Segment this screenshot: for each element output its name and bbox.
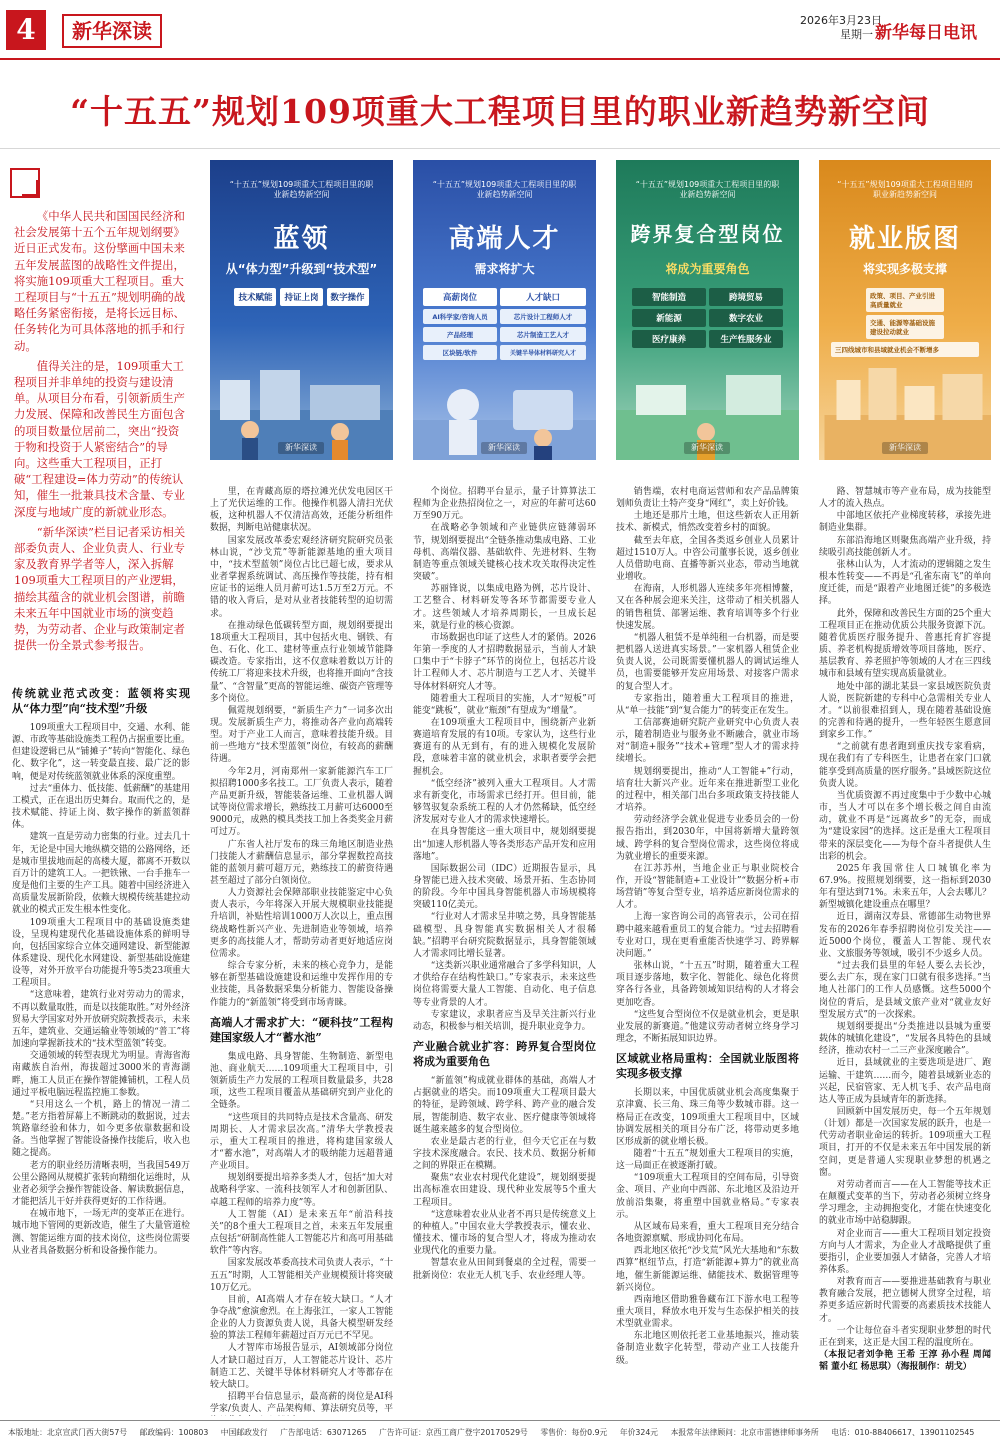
paragraph: 近日，县域就业的主要选项是进厂、跑运输、干建筑……而今，随着县域新业态的兴起，民宿管家、无人机飞手、农产品电商达人等正成为县域青年的新选择。 [819,1058,991,1105]
paragraph: 一个让每位奋斗者实现职业梦想的时代正在到来，这正是大国工程的温度所在。 [819,1325,991,1348]
paragraph: 东部沿海地区则聚焦高端产业升级，持续吸引高技能创新人才。 [819,535,991,558]
paragraph: “这意味着农业从业者不再只是传统意义上的种植人。”中国农业大学教授表示，懂农业、懂技术、懂市场的复合型人才，将成为推动农业现代化的重要力量。 [413,1209,596,1257]
paragraph: 在推动绿色低碳转型方面，规划纲要提出18项重大工程项目，其中包括火电、钢铁、有色、石化、化工、建材等重点行业领域节能降碳改造。专家指出，这不仅意味着数以万计的传统工厂将迎来技术升级，也将推开面向“含技量”、“含智量”更高的智能运维、碳资产管理等多个岗位。 [210,620,393,704]
paragraph: 在江苏苏州，当地企业正与职业院校合作，开设“智能制造+工业设计”“数据分析+市场营销”等复合型专业，培养适应新岗位需求的人才。 [616,863,799,911]
footer-ad-license: 广告许可证：京西工商广登字20170529号 [379,1428,528,1437]
paragraph: 专家建议，求职者应当及早关注新兴行业动态，积极参与相关培训，提升职业竞争力。 [413,1009,596,1032]
footer-distribution: 中国邮政发行 [220,1428,268,1437]
paragraph: 苏丽锋说，以集成电路为例，芯片设计、工艺整合、材料研发等各环节都需要专业人才。这些领域人才培养周期长，一旦成长起来，就是行业的核心资源。 [413,584,596,631]
paragraph: 西南地区借助雅鲁藏布江下游水电工程等重大项目，释放水电开发与生态保护相关的技术型就业需求。 [616,1294,799,1330]
paragraph: 回顾新中国发展历史，每一个五年规划（计划）都是一次国家发展的跃升，也是一代劳动者职业命运的转折。109项重大工程项目，打开的不仅是未来五年中国发展的新空间，更是普通人实现职业梦想的机遇之窗。 [819,1106,991,1178]
paragraph: 国家发展改革委宏观经济研究院研究员张林山说，“沙戈荒”等新能源基地的重大项目中，“技术型蓝领”岗位占比已超七成，要求从业者掌握系统调试、高压操作等技能，持有相应证书的运维人员月薪可达1.5万至2万元。不错的收入背后，是对从业者技能转型的迫切需求。 [210,535,393,619]
paragraph: 广东省人社厅发布的珠三角地区制造业热门技能人才薪酬信息显示，部分掌握数控高技能的蓝领月薪可超万元，熟练技工的薪资待遇甚至超过了部分白领岗位。 [210,839,393,886]
poster-title: 就业版图 [848,224,961,254]
poster-title: 高端人才 [448,224,561,254]
poster-subtitle: 将实现多极支撑 [862,262,947,276]
paragraph: 规划纲要提出“分类推进以县城为重要载体的城镇化建设”，“发展各具特色的县域经济，推动农村一二三产业深度融合”。 [819,1021,991,1057]
paragraph: 销售端，农村电商运营师和农产品品牌策划师负责让土特产变身“网红”，卖上好价钱。 [616,487,799,510]
poster-stamp: 新华深读 [278,442,324,454]
paragraph: 市场数据也印证了这些人才的紧俏。2026年第一季度的人才招聘数据显示，当前人才缺口集中于“卡脖子”环节的岗位上，包括芯片设计工程师人才、芯片制造与工艺人才、关键半导体材料研究人才等。 [413,632,596,692]
paragraph: 集成电路、具身智能、生物制造、新型电池、商业航天……109项重大工程项目中，引领新质生产力发展的工程项目数量最多，共28项，这些工程项目覆盖从基础研究到产业化的全链条。 [210,1051,393,1111]
paragraph: 截至去年底，全国各类返乡创业人员累计超过1510万人。中咨公司董事长说，返乡创业人员借助电商、直播等新兴业态，带动当地就业增收。 [616,535,799,583]
paragraph: 从区域布局来看，重大工程项目充分结合各地资源禀赋、形成协同化布局。 [616,1221,799,1245]
paragraph: 里，在青藏高原的塔拉滩光伏发电园区干上了光伏运维的工作。他操作机器人清扫光伏板，这种机器人不仅清洁高效，还能分析组件数据，判断电站健康状况。 [210,487,393,534]
paragraph: 专家指出，随着重大工程项目的推进，从“单一技能”到“复合能力”的转变正在发生。 [616,693,799,716]
poster-chips [829,288,981,357]
paragraph: 当优质资源不再过度集中于少数中心城市，当人才可以在多个增长极之间自由流动，就业不再是“远离故乡”的无奈，而成为“建设家园”的选择。这正是重大工程项目带来的深层变化——为每个奋斗者提供人生出彩的机会。 [819,790,991,862]
poster-chip: 区块链/软件 [423,345,497,360]
paragraph: 长期以来，中国优质就业机会高度集聚于京津冀、长三角、珠三角等少数城市群。这一格局正在改变，109项重大工程项目中，区域协调发展相关的项目分布广泛，将带动更多地区形成新的就业增长极。 [616,1088,799,1147]
paragraph: 国际数据公司（IDC）近期报告显示，具身智能已进入技术突破、场景开拓、生态协同的阶段。今年中国具身智能机器人市场规模将突破110亿美元。 [413,863,596,911]
paragraph: 此外，保障和改善民生方面的25个重大工程项目正在推动优质公共服务资源下沉。随着优质医疗服务提升、普惠托育扩容提质、养老机构提质增效等项目落地，医疗、基层教育、养老照护等领域的人才在三四线城市和县域有望实现高质量就业。 [819,608,991,680]
paragraph: 人力资源社会保障部职业技能鉴定中心负责人表示，今年将深入开展大规模职业技能提升培训，补贴性培训1000万人次以上，重点围绕战略性新兴产业、先进制造业等领域，培养更多的高技能人才，帮助劳动者更好地适应岗位需求。 [210,888,393,959]
paragraph: “这类新兴职业通常融合了多学科知识，人才供给存在结构性缺口。”专家表示，未来这些岗位将需要大量人工智能、自动化、电子信息等专业背景的人才。 [413,961,596,1008]
paragraph: 随着重大工程项目的实施，人才“短板”可能变“跳板”，就业“瓶颈”有望成为“增量”。 [413,693,596,716]
poster-chip: 生产性服务业 [709,330,783,348]
footer-postcode: 邮政编码：100803 [139,1428,209,1437]
poster-subtitle: 从“体力型”升级到“技术型” [225,262,378,276]
paragraph: 个岗位。招聘平台显示，量子计算算法工程师为企业热招岗位之一，对应的年薪可达60万至90万元。 [413,487,596,522]
footer-annual-price: 年价324元 [619,1428,659,1437]
poster-stamp: 新华深读 [481,442,527,454]
paragraph: 在海南，人形机器人连续多年亮相博鳌，又在各种展会迎来关注，这带动了相关机器人的销售租赁、部署运维、教育培训等多个行业快速发展。 [616,584,799,631]
poster-tag: “十五五”规划109项重大工程项目里的职业新趋势新空间 [432,180,577,199]
poster-chip: 技术赋能 [234,288,276,306]
paragraph: 土地还是那片土地，但这些新农人正用新技术、新模式，悄然改变着乡村的面貌。 [616,511,799,534]
article-column-2 [210,486,393,1416]
paragraph: 工信部赛迪研究院产业研究中心负责人表示，随着制造业与服务业不断融合，就业市场对“制造+服务”“技术+管理”型人才的需求持续增长。 [616,717,799,765]
paragraph: “之前就有患者跑到重庆找专家看病，现在我们有了专科医生，让患者在家门口就能享受到高质量的医疗服务。”县域医院这位负责人说。 [819,742,991,789]
poster-chip: 新能源 [632,309,706,327]
subheading-cross-disciplinary: 产业融合就业扩容：跨界复合型岗位将成为重要角色 [413,1040,596,1069]
issue-date [800,14,882,42]
paragraph: 上海一家咨询公司的高管表示，公司在招聘中越来越看重员工的复合能力。“过去招聘看专业对口，现在更看重能否快速学习、跨界解决问题。” [616,912,799,959]
paragraph: “只用这么一个机，路上的情况一清二楚。”老方指着屏幕上不断跳动的数据说，过去筑路靠经验和体力，如今更多依靠数据和设备。当他掌握了智能设备操作技能后，收入也随之提高。 [12,1099,190,1159]
paragraph: 近日，湖南汉寿县、常德部生动物世界发布的2026年春季招聘岗位引发关注——近5000个岗位，覆盖人工智能、现代农业、文旅服务等领域，吸引不少返乡人员。 [819,912,991,959]
poster-chip: 政策、项目、产业引进高质量就业 [866,288,944,312]
paragraph: 今年2月，河南郑州一家新能源汽车工厂拟招聘1000多名技工。工厂负责人表示，随着产品更新升级，智能装备运维、工业机器人调试等岗位需求增长，熟练技工月薪可达6000至9000元，成熟的模具类技工加上各类奖金月薪可过万。 [210,766,393,838]
poster-cross-disciplinary [616,160,799,460]
footer-legal-counsel: 本报常年法律顾问：北京市雷德律师事务所 [670,1428,819,1437]
paragraph: 招聘平台信息显示，最高薪的岗位是AI科学家/负责人、产品架构师、算法研究员等，平 [210,1392,393,1415]
paragraph: 张林山认为，人才流动的逻辑随之发生根本性转变——不再是“孔雀东南飞”的单向度迁徙，而是“跟着产业地图迁徙”的多极选择。 [819,559,991,607]
paragraph: “行业对人才需求呈井喷之势，具身智能基础模型、具身智能真实数据相关人才很稀缺。”招聘平台研究院数据显示，具身智能领域人才需求同比增长显著。 [413,912,596,959]
paragraph: 在109项重大工程项目中，围绕新产业新赛道培育发展的有10项。专家认为，这些行业赛道有的从无到有，有的进入规模化发展阶段，意味着丰富的就业机会，求职者要学会把握机会。 [413,717,596,777]
poster-employment-map [819,160,991,460]
paragraph: 劳动经济学会就业促进专业委员会的一份报告指出，到2030年，中国将新增大量跨领域、跨学科的复合型岗位需求，这些岗位将成为就业增长的重要来源。 [616,815,799,862]
poster-chip: 芯片制造工艺人才 [500,327,586,342]
poster-tag: “十五五”规划109项重大工程项目里的职业新趋势新空间 [837,180,973,199]
poster-subtitle: 将成为重要角色 [665,262,750,276]
newspaper-brand: 新华每日电讯 [875,23,977,43]
poster-title: 跨界复合型岗位 [630,222,785,246]
paragraph: 老方的职业经历清晰表明，当我国549万公里公路网从规模扩张转向精细化运维时，从业者必须学会操作智能设备、解读数据信息，才能把活儿干好并获得更好的工作待遇。 [12,1160,190,1208]
footer-rule [0,1420,1000,1421]
paragraph: 交通领域的转型表现尤为明显。青海省海南藏族自治州，海拔超过3000米的青海湖畔，施工人员正在操作智能摊铺机，工程人员通过平板电脑远程监控施工参数。 [12,1051,190,1098]
paragraph: “这些项目的共同特点是技术含量高、研发周期长、人才需求层次高。”清华大学教授表示，重大工程项目的推进，将构建国家级人才“蓄水池”，对高端人才的吸纳能力远超普通产业项目。 [210,1112,393,1172]
poster-title: 蓝领 [273,224,330,254]
paragraph: 随着“十五五”规划重大工程项目的实施，这一局面正在被逐渐打破。 [616,1148,799,1172]
poster-chips [220,288,383,306]
paragraph: 规划纲要提出培养多类人才，包括“加大对战略科学家、一流科技领军人才和创新团队、卓越工程师的培养力度”等。 [210,1173,393,1208]
poster-tag: “十五五”规划109项重大工程项目里的职业新趋势新空间 [635,180,780,199]
subheading-high-end-talent: 高端人才需求扩大：“硬科技”工程构建国家级人才“蓄水池” [210,1015,393,1044]
paragraph: 建筑一直是劳动力密集的行业。过去几十年，无论是中国大地纵横交错的公路网络，还是城市里拔地而起的高楼大厦，都离不开数以百万计的建筑工人。一把铁锹、一台手推车一度是他们主要的生产工具。随着中国经济进入高质量发展新阶段，依赖大规模传统基建拉动就业的模式正发生根本性变化。 [12,832,190,916]
paragraph: 对企业而言——重大工程项目划定投资方向与人才需求，为企业人才战略提供了重要指引，企业要加强人才储备，完善人才培养体系。 [819,1228,991,1275]
paragraph: 中部地区依托产业梯度转移，承接先进制造业集群。 [819,511,991,534]
poster-chip: 交通、能源等基础设施建设拉动就业 [866,315,944,339]
paragraph: 地处中部的湖北某县一家县域医院负责人说，医院新建的专科中心急需相关专业人才。“以前很难招到人，现在随着基础设施的完善和待遇的提升，一些年轻医生愿意回到家乡工作。” [819,681,991,741]
paragraph: 农业是最古老的行业，但今天它正在与数字技术深度融合。农民、技术员、数据分析师之间的界限正在模糊。 [413,1136,596,1172]
poster-high-end-talent [413,160,596,460]
paragraph: 聚焦“农业农村现代化建设”，规划纲要提出高标准农田建设、现代种业发展等5个重大工程项目。 [413,1173,596,1208]
intro-paragraph: “新华深读”栏目记者采访相关部委负责人、企业负责人、行业专家及教育界学者等人，深入拆解109项重大工程项目的产业逻辑，描绘其蕴含的就业机会图谱，前瞻未来五年中国就业市场的演变趋势，为劳动者、企业与政策制定者提供一份全景式参考报告。 [14,524,186,653]
paragraph: “机器人租赁不是单纯租一台机器，而是要把机器人送进真实场景。”一家机器人租赁企业负责人说，公司既需要懂机器人的调试运维人员，也需要能够开发应用场景、对接客户需求的复合型人才。 [616,632,799,692]
section-title: 新华深读 [62,14,162,48]
footer-price: 零售价：每份0.9元 [540,1428,608,1437]
paragraph: 综合专家分析，未来的核心竞争力，是能够在新型基础设施建设和运维中发挥作用的专业技能，具备数据采集分析能力、智能设备操作能力的“新蓝领”将受到市场青睐。 [210,961,393,1008]
poster-chip: 人才缺口 [500,288,586,306]
page-number: 4 [6,10,46,50]
reporter-credit: （本报记者刘争艳 王希 王淳 孙小程 周闻韬 董小红 杨思琪）（海报制作：胡戈） [819,1350,991,1373]
poster-chip: 数字农业 [709,309,783,327]
paragraph: 109项重大工程项目中的基础设施类建设，呈现构建现代化基础设施体系的鲜明导向，包括国家综合立体交通网建设、新型能源体系建设、现代化水网建设、新型基础设施建设等，对外开放平台功能提升等5类23项重大工程项目。 [12,917,190,989]
paragraph: 路、智慧城市等产业布局，成为技能型人才的流入热点。 [819,487,991,510]
subheading-regional-employment: 区域就业格局重构：全国就业版图将实现多极支撑 [616,1052,799,1081]
intro-block [14,208,190,657]
paragraph: 人工智能（AI）是未来五年“前沿科技关”的8个重大工程项目之首，未来五年发展重点包括“研制高性能人工智能芯片和高可用基础软件”等内容。 [210,1209,393,1257]
intro-decoration-corner-icon [22,180,38,196]
paragraph: “低空经济”被列入重大工程项目。人才需求有新变化，市场需求已经打开。但目前，能够驾驭复杂系统工程的人才仍然稀缺，低空经济发展对专业人才的需求快速增长。 [413,778,596,826]
paragraph: 张林山说，“十五五”时期，随着重大工程项目逐步落地，数字化、智能化、绿色化将贯穿各行各业，具备跨领域知识结构的人才将会更加吃香。 [616,961,799,1008]
poster-chip: 医疗康养 [632,330,706,348]
paragraph: “新蓝领”构成就业群体的基础，高端人才占据就业的塔尖。而109项重大工程项目最大的特征，是跨领域、跨学科、跨产业的融合发展，智能制造、数字农业、医疗健康等领域将诞生越来越多的复合型岗位。 [413,1076,596,1135]
weekday-text: 星期一 [840,28,873,41]
paragraph: 目前，AI高端人才存在较大缺口。“人才争夺战”愈演愈烈。在上海张江，一家人工智能企业的人力资源负责人说，具备大模型研发经验的算法工程师年薪超过百万元已不罕见。 [210,1294,393,1342]
poster-chip: 智能制造 [632,288,706,306]
paragraph: 规划纲要提出，推动“人工智能+”行动，培育壮大新兴产业。近年来在推进新型工业化的过程中，相关部门出台多项政策支持技能人才培养。 [616,766,799,814]
poster-subtitle: 需求将扩大 [474,262,535,276]
poster-chip: 持证上岗 [280,288,322,306]
article-column-5 [819,486,991,1416]
poster-chip: 数字操作 [327,288,369,306]
footer-counsel-phone: 电话：010-88406617、13901102545 [831,1428,975,1437]
article-column-4 [616,486,799,1416]
footer-address: 本版地址：北京宣武门西大街57号 [8,1428,128,1437]
poster-chip: 芯片设计工程师人才 [500,309,586,324]
subheading-blue-collar: 传统就业范式改变：蓝领将实现从“体力型”向“技术型”升级 [12,687,190,715]
paragraph: 佩霓规划纲要，“新质生产力”一词多次出现。发展新质生产力，将推动各产业向高端转型。对于产业工人而言，意味着技能升级。目前一些地方“技术型蓝领”岗位，有较高的薪酬待遇。 [210,705,393,765]
poster-stamp: 新华深读 [882,442,928,454]
paragraph: 西北地区依托“沙戈荒”风光大基地和“东数西算”枢纽节点，打造“新能源+算力”的就业高地，催生新能源运维、储能技术、数据管理等新兴岗位。 [616,1246,799,1293]
paragraph: 国家发展改革委高技术司负责人表示，“十五五”时期，人工智能相关产业规模预计将突破10万亿元。 [210,1258,393,1293]
paragraph: 东北地区则依托老工业基地振兴，推动装备制造业数字化转型，带动产业工人技能升级。 [616,1331,799,1366]
headline: “十五五”规划109项重大工程项目里的职业新趋势新空间 [70,92,930,131]
intro-paragraph: 值得关注的是，109项重大工程项目并非单纯的投资与建设清单。从项目分布看，引领新质生产力发展、保障和改善民生方面包含的项目数量位居前二，突出“投资于物和投资于人紧密结合”的导向。这些重大工程项目，正打破“工程建设=体力劳动”的传统认知，催生一批兼具技术含量、专业深度与地域广度的新就业形态。 [14,358,185,519]
paragraph: 过去“重体力、低技能、低薪酬”的基建用工模式，正在退出历史舞台。取而代之的，是技术赋能、持证上岗、数字操作的新蓝领群体。 [12,783,190,831]
poster-chip: 产品经理 [423,327,497,342]
paragraph: 人才智库市场报告显示，AI领域部分岗位人才缺口超过百万，人工智能芯片设计、芯片制造工艺、关键半导体材料研究人才等都存在较大缺口。 [210,1343,393,1390]
poster-stamp: 新华深读 [684,442,730,454]
footer [8,1427,993,1438]
poster-blue-collar [210,160,393,460]
paragraph: 在战略必争领域和产业链供应链薄弱环节，规划纲要提出“全链条推动集成电路、工业母机、高端仪器、基础软件、先进材料、生物制造等重点领域关键核心技术攻关取得决定性突破”。 [413,523,596,583]
footer-ad-phone: 广告部电话：63071265 [280,1428,367,1437]
poster-chip: 关键半导体材料研究人才 [500,345,586,360]
paragraph: “这意味着，建筑行业对劳动力的需求，不再以数量取胜，而是以技能取胜。”对外经济贸易大学国家对外开放研究院教授表示，未来五年，建筑业、交通运输业等领域的“普工”将加速向掌握新技术的“技术型蓝领”转变。 [12,990,190,1050]
paragraph: “这些复合型岗位不仅是就业机会，更是职业发展的新赛道。”他建议劳动者树立终身学习理念，不断拓展知识边界。 [616,1009,799,1045]
poster-tag: “十五五”规划109项重大工程项目里的职业新趋势新空间 [229,180,374,199]
paragraph: 在具身智能这一重大项目中，规划纲要提出“加速人形机器人等各类形态产品开发和应用落地”。 [413,827,596,862]
title-rule [0,148,1000,149]
article-column-1 [12,680,190,1415]
date-text: 2026年3月23日 [800,14,882,27]
article-column-3 [413,486,596,1416]
poster-chip: 跨境贸易 [709,288,783,306]
header-rule [0,58,1000,60]
paragraph: 2025年我国常住人口城镇化率为67.9%。按照规划纲要，这一指标到2030年有望达到71%。未来五年，人会去哪儿？新型城镇化建设重点在哪里？ [819,863,991,911]
paragraph: “109项重大工程项目的空间布局，引导资金、项目、产业向中西部、东北地区及沿边开放前沿集聚，将重塑中国就业格局。”专家表示。 [616,1173,799,1220]
paragraph: “过去我们县里的年轻人要么去长沙，要么去广东，现在家门口就有很多选择。”当地人社部门的工作人员感慨。这些5000个岗位的背后，是县域文旅产业对“就业友好型发展方式”的一次探索。 [819,961,991,1020]
poster-chip: 三四线城市和县域就业机会不断增多 [831,342,979,357]
poster-chips [626,288,789,348]
intro-paragraph: 《中华人民共和国国民经济和社会发展第十五个五年规划纲要》近日正式发布。这份擘画中国未来五年发展蓝图的战略性文件提出，将实施109项重大工程项目。重大工程项目与“十五五”规划明确的战略任务紧密衔接，是将长远目标、任务转化为可具体落地的抓手和行动。 [14,209,186,353]
paragraph: 在城市地下，一场无声的变革正在进行。城市地下管网的更新改造，催生了大量管道检测、智能运维方面的技术岗位，这些岗位需要从业者具备数据分析和设备操作能力。 [12,1209,190,1256]
paragraph: 智慧农业从田间到餐桌的全过程，需要一批新岗位：农业无人机飞手、农业经理人等。 [413,1258,596,1281]
paragraph: 对教育而言——要推进基础教育与职业教育融合发展，把立德树人贯穿全过程，培养更多适应新时代需要的高素质技术技能人才。 [819,1277,991,1324]
poster-chip: AI科学家/咨询人员 [423,309,497,324]
paragraph: 109项重大工程项目中，交通、水利、能源、市政等基础设施类工程仍占据重要比重。但建设逻辑已从“铺摊子”转向“智能化、绿色化、数字化”，这一转变最直接、最广泛的影响，便是对传统蓝领就业体系的深度重塑。 [12,723,190,782]
paragraph: 对劳动者而言——在人工智能等技术正在颠覆式变革的当下，劳动者必须树立终身学习理念，主动拥抱变化，才能在快速变化的就业市场中站稳脚跟。 [819,1179,991,1227]
poster-chip: 高薪岗位 [423,288,497,306]
